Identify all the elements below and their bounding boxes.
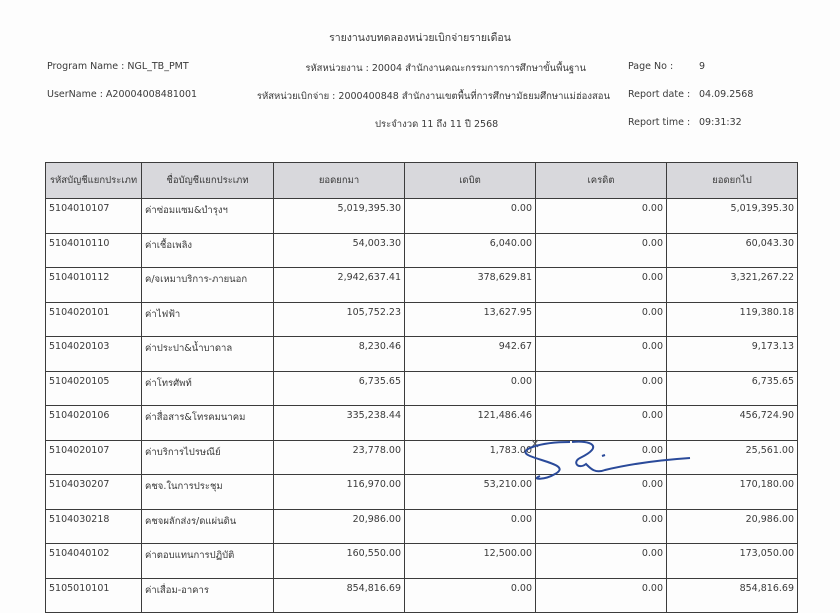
table-header-row <box>46 163 798 199</box>
cell-carried-forward: 60,043.30 <box>667 233 798 268</box>
cell-credit: 0.00 <box>536 440 667 475</box>
cell-account-name: ค่าโทรศัพท์ <box>142 371 274 406</box>
cell-carried-forward: 20,986.00 <box>667 509 798 544</box>
cell-account-name: ค่าซ่อมแซม&บำรุงฯ <box>142 199 274 234</box>
report-time: 09:31:32 <box>699 117 742 128</box>
cell-account-name: ค่าประปา&น้ำบาดาล <box>142 337 274 372</box>
cell-carried-forward: 170,180.00 <box>667 475 798 510</box>
cell-debit: 0.00 <box>405 199 536 234</box>
table-row <box>46 233 798 268</box>
cell-brought-forward: 54,003.30 <box>274 233 405 268</box>
cell-debit: 12,500.00 <box>405 544 536 579</box>
cell-account-code: 5105010101 <box>46 578 142 613</box>
cell-credit: 0.00 <box>536 199 667 234</box>
user-name: UserName : A20004008481001 <box>47 89 198 100</box>
cell-account-name: ค่าไฟฟ้า <box>142 302 274 337</box>
cell-brought-forward: 23,778.00 <box>274 440 405 475</box>
table-row <box>46 475 798 510</box>
cell-brought-forward: 854,816.69 <box>274 578 405 613</box>
cell-account-name: ค่าเสื่อม-อาคาร <box>142 578 274 613</box>
col-account-code: รหัสบัญชีแยกประเภท <box>46 163 142 199</box>
cell-account-code: 5104020106 <box>46 406 142 441</box>
cell-debit: 942.67 <box>405 337 536 372</box>
cell-credit: 0.00 <box>536 509 667 544</box>
cell-account-name: ค่าตอบแทนการปฏิบัติ <box>142 544 274 579</box>
cell-carried-forward: 173,050.00 <box>667 544 798 579</box>
cell-account-code: 5104010112 <box>46 268 142 303</box>
table-row <box>46 406 798 441</box>
cell-credit: 0.00 <box>536 302 667 337</box>
cell-account-code: 5104030218 <box>46 509 142 544</box>
cell-account-name: ค่าเชื้อเพลิง <box>142 233 274 268</box>
cell-account-code: 5104020105 <box>46 371 142 406</box>
col-account-name: ชื่อบัญชีแยกประเภท <box>142 163 274 199</box>
col-brought-forward: ยอดยกมา <box>274 163 405 199</box>
cell-carried-forward: 456,724.90 <box>667 406 798 441</box>
cell-account-code: 5104030207 <box>46 475 142 510</box>
table-row <box>46 544 798 579</box>
cell-carried-forward: 25,561.00 <box>667 440 798 475</box>
cell-debit: 0.00 <box>405 578 536 613</box>
cell-account-code: 5104020103 <box>46 337 142 372</box>
cell-account-name: ค่าบริการไปรษณีย์ <box>142 440 274 475</box>
cell-carried-forward: 3,321,267.22 <box>667 268 798 303</box>
cell-brought-forward: 105,752.23 <box>274 302 405 337</box>
cell-credit: 0.00 <box>536 371 667 406</box>
col-carried-forward: ยอดยกไป <box>667 163 798 199</box>
cell-credit: 0.00 <box>536 578 667 613</box>
report-period: ประจำงวด 11 ถึง 11 ปี 2568 <box>375 119 499 130</box>
cell-account-code: 5104020107 <box>46 440 142 475</box>
cell-credit: 0.00 <box>536 233 667 268</box>
cell-credit: 0.00 <box>536 406 667 441</box>
cell-debit: 6,040.00 <box>405 233 536 268</box>
cell-brought-forward: 5,019,395.30 <box>274 199 405 234</box>
col-debit: เดบิต <box>405 163 536 199</box>
cell-brought-forward: 2,942,637.41 <box>274 268 405 303</box>
col-credit: เครดิต <box>536 163 667 199</box>
cell-account-name: ค/จเหมาบริการ-ภายนอก <box>142 268 274 303</box>
cell-brought-forward: 8,230.46 <box>274 337 405 372</box>
cell-credit: 0.00 <box>536 268 667 303</box>
table-row <box>46 371 798 406</box>
cell-brought-forward: 20,986.00 <box>274 509 405 544</box>
table-row <box>46 509 798 544</box>
cell-brought-forward: 160,550.00 <box>274 544 405 579</box>
cell-debit: 121,486.46 <box>405 406 536 441</box>
cell-account-code: 5104010107 <box>46 199 142 234</box>
cell-account-name: ค่าสื่อสาร&โทรคมนาคม <box>142 406 274 441</box>
page-no-label: Page No : <box>628 61 674 72</box>
table-row <box>46 199 798 234</box>
cell-account-code: 5104010110 <box>46 233 142 268</box>
cell-debit: 0.00 <box>405 371 536 406</box>
agency-code: รหัสหน่วยงาน : 20004 สำนักงานคณะกรรมการการศึกษาขั้นพื้นฐาน <box>305 63 586 74</box>
cell-brought-forward: 116,970.00 <box>274 475 405 510</box>
table-row <box>46 440 798 475</box>
cell-brought-forward: 6,735.65 <box>274 371 405 406</box>
cell-debit: 378,629.81 <box>405 268 536 303</box>
trial-balance-table <box>45 162 798 613</box>
cell-credit: 0.00 <box>536 544 667 579</box>
cell-carried-forward: 854,816.69 <box>667 578 798 613</box>
table-row <box>46 578 798 613</box>
cell-debit: 13,627.95 <box>405 302 536 337</box>
report-time-label: Report time : <box>628 117 691 128</box>
cell-account-code: 5104020101 <box>46 302 142 337</box>
report-title: รายงานงบทดลองหน่วยเบิกจ่ายรายเดือน <box>329 32 511 44</box>
table-row <box>46 302 798 337</box>
cell-carried-forward: 119,380.18 <box>667 302 798 337</box>
cell-account-name: คชจผลักส่งร/ดแผ่นดิน <box>142 509 274 544</box>
program-name: Program Name : NGL_TB_PMT <box>47 61 189 72</box>
cell-credit: 0.00 <box>536 337 667 372</box>
cell-carried-forward: 9,173.13 <box>667 337 798 372</box>
cell-carried-forward: 5,019,395.30 <box>667 199 798 234</box>
cell-carried-forward: 6,735.65 <box>667 371 798 406</box>
table-row <box>46 268 798 303</box>
cell-brought-forward: 335,238.44 <box>274 406 405 441</box>
cell-credit: 0.00 <box>536 475 667 510</box>
report-date-label: Report date : <box>628 89 691 100</box>
report-date: 04.09.2568 <box>699 89 754 100</box>
cell-debit: 53,210.00 <box>405 475 536 510</box>
cell-debit: 1,783.00 <box>405 440 536 475</box>
cell-debit: 0.00 <box>405 509 536 544</box>
table-row <box>46 337 798 372</box>
disbursement-unit: รหัสหน่วยเบิกจ่าย : 2000400848 สำนักงานเขตพื้นที่การศึกษามัธยมศึกษาแม่ฮ่องสอน <box>256 91 610 102</box>
cell-account-name: คชจ.ในการประชุม <box>142 475 274 510</box>
cell-account-code: 5104040102 <box>46 544 142 579</box>
page-no: 9 <box>699 61 706 72</box>
